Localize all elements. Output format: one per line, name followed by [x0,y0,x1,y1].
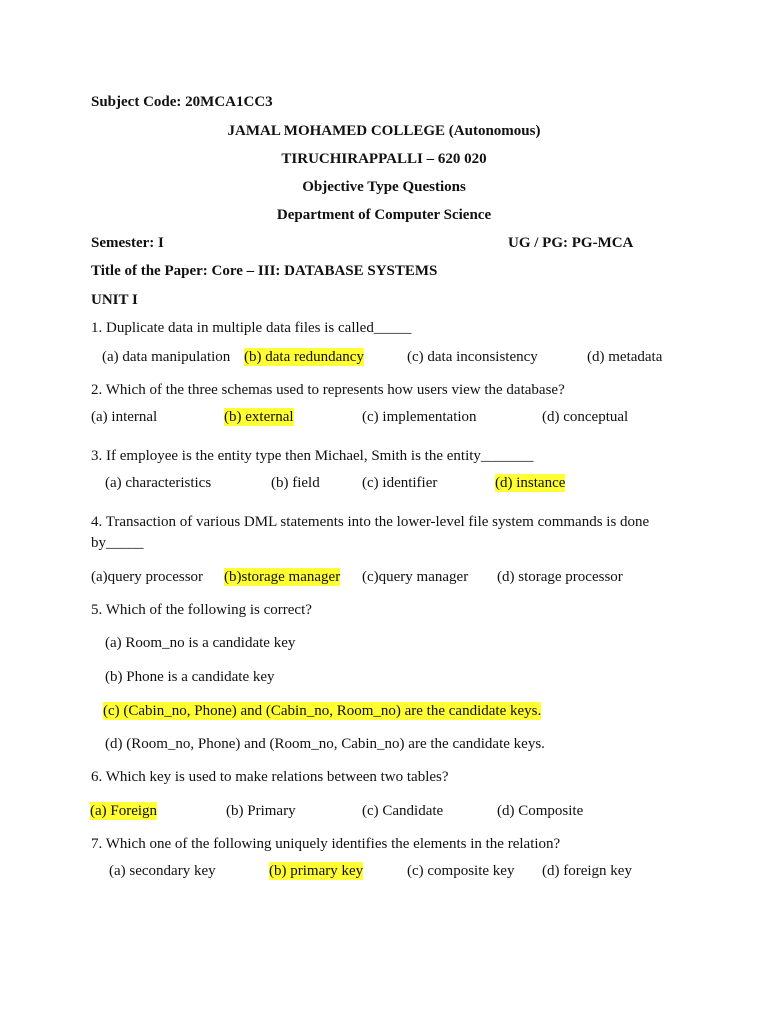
program: UG / PG: PG-MCA [508,235,634,251]
q4-option-d: (d) storage processor [497,569,623,585]
question-6: 6. Which key is used to make relations between two tables? [91,769,449,785]
q4-option-b: (b)storage manager [224,569,341,585]
q2-option-b: (b) external [224,409,294,425]
paper-title: Title of the Paper: Core – III: DATABASE SYSTEMS [91,263,438,279]
department: Department of Computer Science [276,207,492,223]
q2-option-a: (a) internal [91,409,158,425]
q5-option-d: (d) (Room_no, Phone) and (Room_no, Cabin_no) are the candidate keys. [105,736,545,752]
q3-option-c: (c) identifier [362,475,438,491]
q4-option-c: (c)query manager [362,569,469,585]
q7-option-c: (c) composite key [407,863,515,879]
q1-option-c: (c) data inconsistency [407,349,538,365]
question-4-line-1: 4. Transaction of various DML statements into the lower-level file system commands is done [91,514,650,530]
q3-option-b: (b) field [271,475,320,491]
question-5: 5. Which of the following is correct? [91,602,312,618]
q5-option-c: (c) (Cabin_no, Phone) and (Cabin_no, Room_no) are the candidate keys. [103,703,542,719]
question-type: Objective Type Questions [302,179,466,195]
q2-option-c: (c) implementation [362,409,477,425]
q7-option-d: (d) foreign key [542,863,632,879]
q5-option-a: (a) Room_no is a candidate key [105,635,296,651]
q3-option-d: (d) instance [495,475,566,491]
q4-option-a: (a)query processor [91,569,204,585]
semester: Semester: I [91,235,164,251]
subject-code: Subject Code: 20MCA1CC3 [91,94,273,110]
q7-option-a: (a) secondary key [109,863,216,879]
question-2: 2. Which of the three schemas used to represents how users view the database? [91,382,565,398]
college-city: TIRUCHIRAPPALLI – 620 020 [281,151,487,167]
q1-option-b: (b) data redundancy [244,349,364,365]
question-1: 1. Duplicate data in multiple data files is called_____ [91,320,412,336]
question-3: 3. If employee is the entity type then Michael, Smith is the entity_______ [91,448,534,464]
q1-option-a: (a) data manipulation [102,349,231,365]
q2-option-d: (d) conceptual [542,409,629,425]
unit-heading: UNIT I [91,292,138,308]
q6-option-a: (a) Foreign [90,803,158,819]
college-name: JAMAL MOHAMED COLLEGE (Autonomous) [227,123,541,139]
q6-option-b: (b) Primary [226,803,296,819]
q3-option-a: (a) characteristics [105,475,212,491]
q7-option-b: (b) primary key [269,863,364,879]
q1-option-d: (d) metadata [587,349,663,365]
question-4-line-2: by_____ [91,535,144,551]
q6-option-c: (c) Candidate [362,803,444,819]
q5-option-b: (b) Phone is a candidate key [105,669,275,685]
q6-option-d: (d) Composite [497,803,584,819]
question-7: 7. Which one of the following uniquely identifies the elements in the relation? [91,836,561,852]
